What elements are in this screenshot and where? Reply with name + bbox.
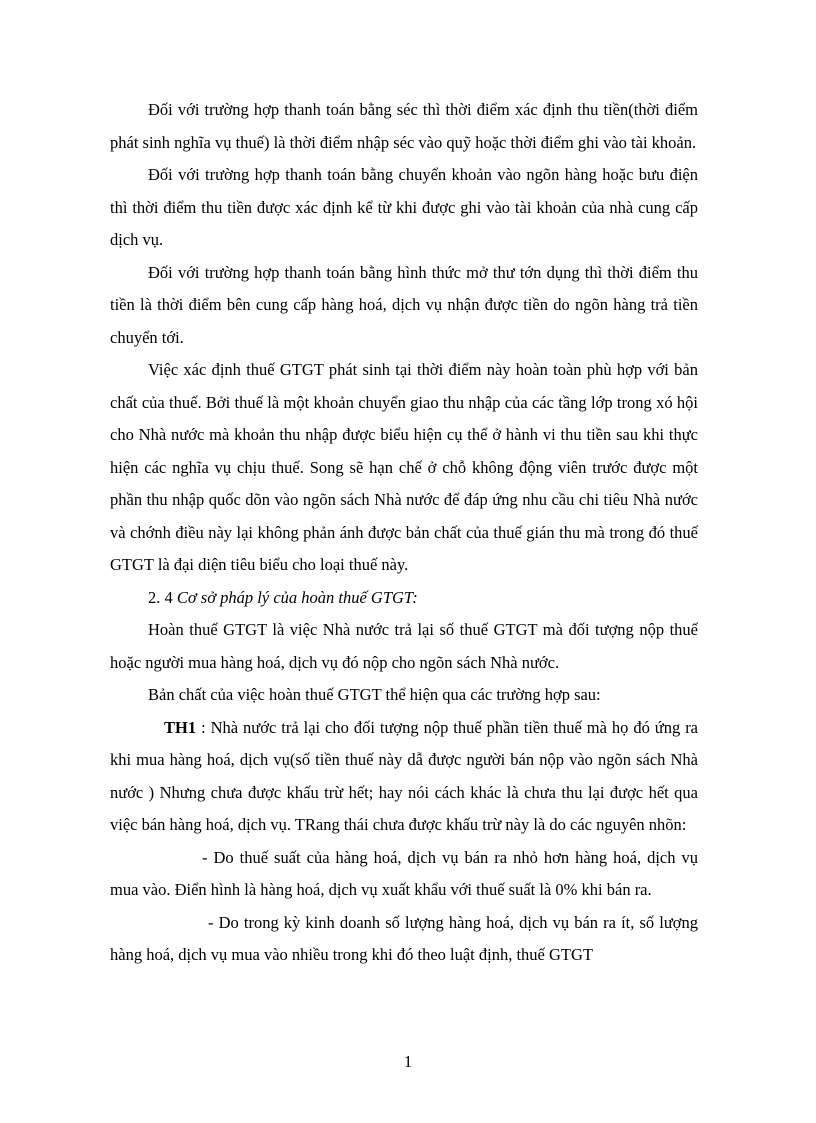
section-heading (110, 582, 698, 615)
paragraph-letter-of-credit: Đối với trường hợp thanh toán bằng hình thức mở thư tớn dụng thì thời điểm thu tiền là thời điểm bên cung cấp hàng hoá, dịch vụ nhận được tiền do ngõn hàng trả tiền chuyển tới. (110, 262, 698, 347)
document-page (110, 94, 698, 972)
case-th1 (110, 712, 698, 842)
paragraph-cheque-payment: Đối với trường hợp thanh toán bằng séc thì thời điểm xác định thu tiền(thời điểm phát sinh nghĩa vụ thuế) là thời điểm nhập séc vào quỹ hoặc thời điểm ghi vào tài khoản. (110, 100, 698, 152)
section-number: 2. 4 (148, 587, 173, 607)
case-th1-text: : Nhà nước trả lại cho đối tượng nộp thuế phần tiền thuế mà họ đó ứng ra khi mua hàng hoá, dịch vụ(số tiền thuế này dẫ được người bán nộp vào ngõn sách Nhà nước ) Nhưng chưa được khấu trừ hết; hay nói cách khác là chưa thu lại được hết qua việc bán hàng hoá, dịch vụ. TRang thái chưa được khấu trừ này là do các nguyên nhõn: (110, 717, 699, 834)
paragraph-bank-transfer: Đối với trường hợp thanh toán bằng chuyển khoản vào ngõn hàng hoặc bưu điện thì thời điểm thu tiền được xác định kể từ khi được ghi vào tài khoản của nhà cung cấp dịch vụ. (110, 165, 698, 249)
paragraph-vat-timing: Việc xác định thuế GTGT phát sinh tại thời điểm này hoàn toàn phù hợp với bản chất của thuế. Bởi thuế là một khoản chuyển giao thu nhập của các tầng lớp trong xó hội cho Nhà nước mà khoản thu nhập được biểu hiện cụ thể ở hành vi thu tiền sau khi thực hiện các nghĩa vụ chịu thuế. Song sẽ hạn chế ở chỗ không động viên trước được một phần thu nhập quốc dõn vào ngõn sách Nhà nước để đáp ứng nhu cầu chi tiêu Nhà nước và chớnh điều này lại không phản ánh được bản chất của thuế gián thu mà trong đó thuế GTGT là đại diện tiêu biểu cho loại thuế này. (110, 360, 698, 574)
paragraph-vat-refund-nature: Bản chất của việc hoàn thuế GTGT thể hiện qua các trường hợp sau: (148, 685, 601, 704)
reason-tax-rate: - Do thuế suất của hàng hoá, dịch vụ bán ra nhỏ hơn hàng hoá, dịch vụ mua vào. Điển hình là hàng hoá, dịch vụ xuất khẩu với thuế suất là 0% khi bán ra. (110, 847, 698, 899)
reason-sales-volume: - Do trong kỳ kinh doanh số lượng hàng hoá, dịch vụ bán ra ít, số lượng hàng hoá, dịch vụ mua vào nhiều trong khi đó theo luật định, thuế GTGT (110, 912, 698, 964)
case-th1-label: TH1 (164, 717, 197, 737)
section-title: Cơ sở pháp lý của hoàn thuế GTGT: (176, 587, 418, 607)
paragraph-vat-refund-definition: Hoàn thuế GTGT là việc Nhà nước trả lại số thuế GTGT mà đối tượng nộp thuế hoặc người mua hàng hoá, dịch vụ đó nộp cho ngõn sách Nhà nước. (110, 620, 698, 672)
page-number: 1 (403, 1052, 413, 1071)
